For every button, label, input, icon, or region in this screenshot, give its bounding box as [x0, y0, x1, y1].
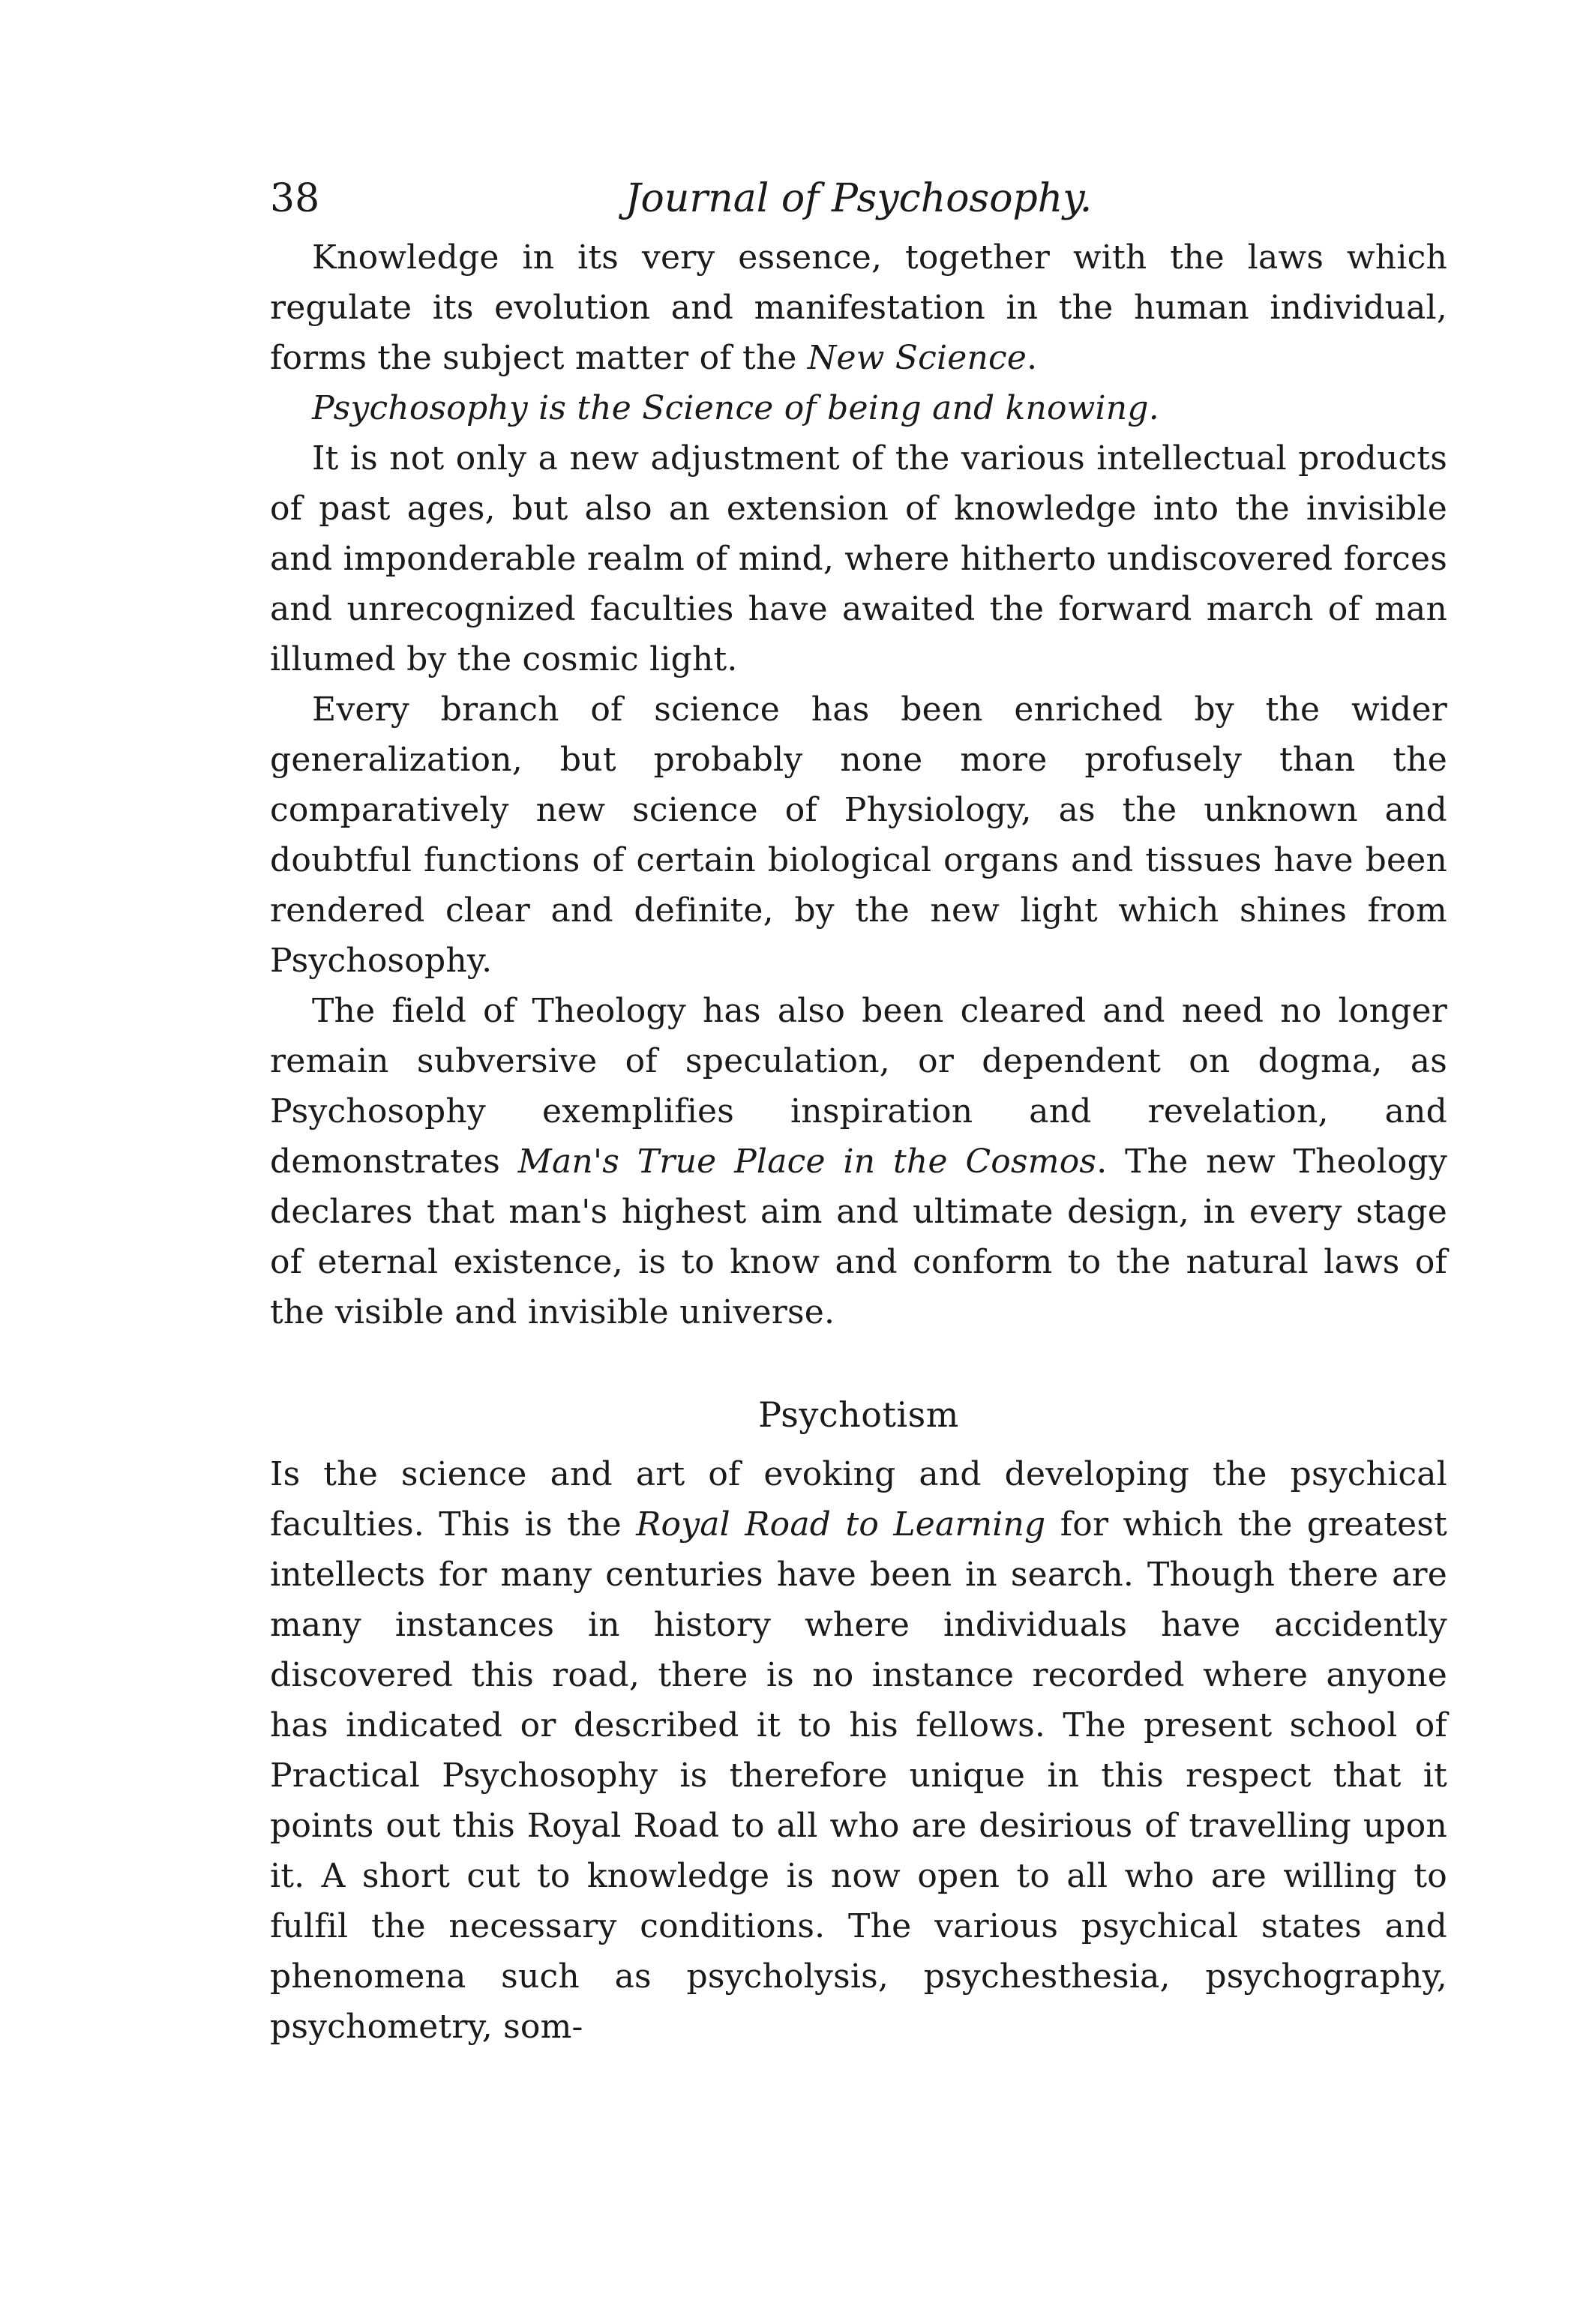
mans-true-place-italic: Man's True Place in the Cosmos: [517, 1143, 1097, 1181]
paragraph-knowledge: [270, 232, 1447, 383]
paragraph-psychotism: [270, 1449, 1447, 2052]
paragraph-knowledge-text: Knowledge in its very essence, together with the laws which regulate its evolution and manifestation in the human individual, forms the subject matter of the: [270, 238, 1447, 377]
paragraph-theology-end: . The new Theology declares that man's highest aim and ultimate design, in every stage of eternal existence, is to know and conform to the natural laws of the visible and invisible universe.: [270, 1143, 1448, 1331]
paragraph-psychotism-text: Is the science and art of evoking and developing the psychical faculties. This is the: [270, 1455, 1447, 1544]
section-heading-psychotism: Psychotism: [758, 1394, 959, 1435]
paragraph-theology: [270, 986, 1447, 1337]
running-title: Journal of Psychosophy.: [625, 176, 1093, 221]
paragraph-psychotism-end: for which the greatest intellects for many centuries have been in search. Though there are many instances in history where individuals have accidently discovered this road, there is no instance recorded where anyone has indicated or described it to his fellows. The present school of Practical Psychosophy is therefore unique in this respect that it points out this Royal Road to all who are desirious of travelling upon it. A short cut to knowledge is now open to all who are willing to fulfil the necessary conditions. The various psychical states and phenomena such as psycholysis, psychesthesia, psychography, psychometry, som-: [270, 1505, 1447, 2046]
royal-road-italic: Royal Road to Learning: [636, 1505, 1046, 1544]
body-text: [270, 232, 1447, 2052]
paragraph-adjustment: It is not only a new adjustment of the various intellectual products of past ages, but also an extension of knowledge into the invisible and imponderable realm of mind, where hitherto undiscovered forces and unrecognized faculties have awaited the forward march of man illumed by the cosmic light.: [270, 439, 1447, 678]
paragraph-science-branches: Every branch of science has been enriched by the wider generalization, but probably none more profusely than the comparatively new science of Physiology, as the unknown and doubtful functions of certain biological organs and tissues have been rendered clear and definite, by the new light which shines from Psychosophy.: [270, 690, 1447, 980]
new-science-italic: New Science: [807, 339, 1027, 377]
book-page: [270, 165, 1447, 2052]
paragraph-theology-text: The field of Theology has also been cleared and need no longer remain subversive of speculation, or dependent on dogma, as Psychosophy exemplifies inspiration and revelation, and demonstrates: [270, 992, 1447, 1181]
paragraph-definition: Psychosophy is the Science of being and knowing.: [312, 389, 1159, 427]
page-number: 38: [270, 176, 320, 221]
paragraph-knowledge-end: .: [1027, 339, 1038, 377]
page-header: [270, 165, 1447, 232]
